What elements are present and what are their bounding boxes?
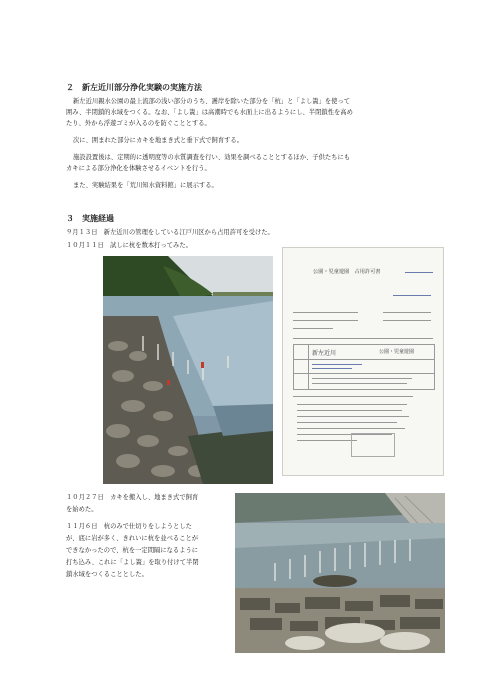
section-3-line-1: ９月１３日 新左近川の管理をしている江戸川区から占用許可を受けた。 (66, 229, 274, 236)
section-3-para-line-3: １１月６日 杭のみで仕切りをしようとした (66, 523, 192, 530)
section-2-line-2: 囲み、半閉鎖的水域をつくる。なお、「よし簀」は高潮時でも水面上に出るようにし、半閉鎖性を高め (66, 109, 353, 116)
section-3-para-line-6: 打ち込み、これに「よし簀」を取り付けて半閉 (66, 559, 199, 566)
section-3-para-line-2: を始めた。 (66, 506, 98, 513)
section-2-line-6: カキによる部分浄化を体験させるイベントを行う。 (66, 165, 211, 172)
section-2-line-5: 施設設置後は、定期的に透明度等の水質調査を行い、効果を調べることとするほか、子供たちにも (73, 154, 351, 161)
riverbank-photo (103, 256, 273, 484)
section-2-line-4: 次に、囲まれた部分にカキを地まき式と垂下式で飼育する。 (73, 137, 244, 144)
section-2-line-1: 新左近川親水公園の最上流部の浅い部分のうち、護岸を除いた部分を「杭」と「よし簀」を使って (73, 98, 351, 105)
permit-table (293, 344, 435, 390)
section-2-heading: ２ 新左近川部分浄化実験の実施方法 (66, 83, 202, 92)
stakes-oyster-photo (235, 493, 445, 653)
section-2-line-3: たり、外から浮遊ゴミが入るのを防ぐこととする。 (66, 120, 211, 127)
permit-header-2: 公園・児童遊園 (379, 349, 415, 355)
section-3-para-line-7: 鎖水域をつくることとした。 (66, 571, 148, 578)
section-3-para-line-4: が、底に岩が多く、きれいに杭を並べることが (66, 535, 199, 542)
section-3-para-line-5: できなかったので、杭を一定間隔になるように (66, 547, 199, 554)
permit-location-label: 新左近川 (312, 350, 337, 357)
section-3-line-2: １０月１１日 試しに杭を数本打ってみた。 (66, 242, 192, 249)
section-3-heading: ３ 実施経過 (66, 214, 114, 223)
permit-title: 公園・児童遊園 占用許可書 (313, 269, 381, 275)
permit-stamp-box (351, 433, 395, 457)
section-3-para-line-1: １０月２７日 カキを搬入し、地まき式で飼育 (66, 494, 199, 501)
occupancy-permit-document (282, 247, 444, 476)
section-2-line-7: また、実験結果を「荒川知水資料館」に展示する。 (73, 182, 218, 189)
